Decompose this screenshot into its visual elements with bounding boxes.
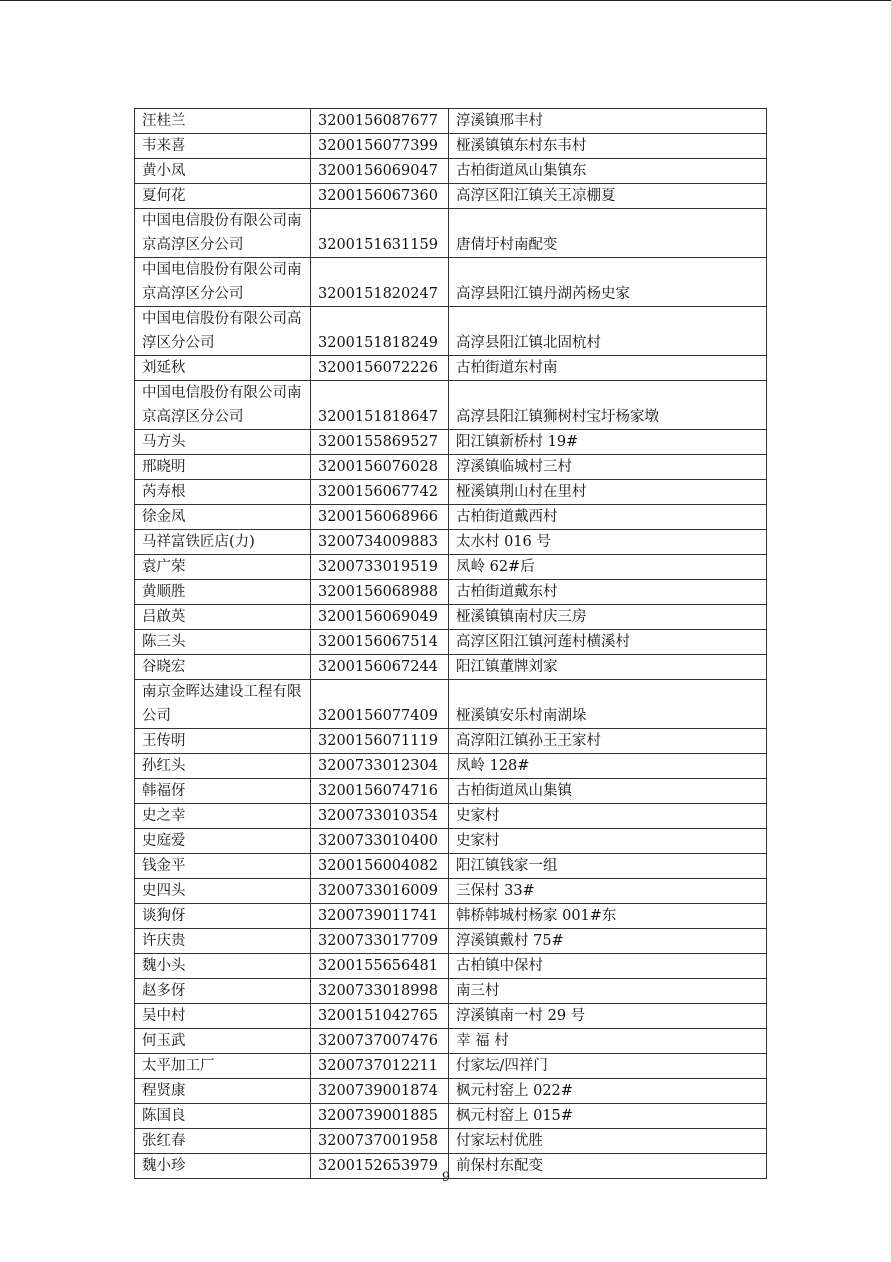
- table-row: [135, 430, 767, 455]
- account-id-cell: 3200156067360: [311, 184, 449, 209]
- name-cell: 许庆贵: [135, 929, 311, 954]
- table-row: [135, 1029, 767, 1054]
- name-cell: 黄小凤: [135, 159, 311, 184]
- table-row: [135, 455, 767, 480]
- account-id-cell: 3200737012211: [311, 1054, 449, 1079]
- account-id-cell: 3200156068988: [311, 580, 449, 605]
- name-cell: 赵多伢: [135, 979, 311, 1004]
- table-row: [135, 505, 767, 530]
- table-row: [135, 356, 767, 381]
- name-cell: 张红春: [135, 1129, 311, 1154]
- table-row: [135, 979, 767, 1004]
- address-cell: 幸 福 村: [449, 1029, 767, 1054]
- table-row: [135, 381, 767, 430]
- table-row: [135, 134, 767, 159]
- account-id-cell: 3200733017709: [311, 929, 449, 954]
- address-cell: 凤岭 62#后: [449, 555, 767, 580]
- table-row: [135, 754, 767, 779]
- account-id-cell: 3200156076028: [311, 455, 449, 480]
- table-row: [135, 729, 767, 754]
- address-cell: 淳溪镇戴村 75#: [449, 929, 767, 954]
- name-cell: 袁广荣: [135, 555, 311, 580]
- name-cell: 陈国良: [135, 1104, 311, 1129]
- address-cell: 史家村: [449, 804, 767, 829]
- account-id-cell: 3200156071119: [311, 729, 449, 754]
- address-cell: 古柏街道凤山集镇: [449, 779, 767, 804]
- address-cell: 唐倩圩村南配变: [449, 209, 767, 258]
- table-row: [135, 680, 767, 729]
- table-row: [135, 1004, 767, 1029]
- name-cell: 芮寿根: [135, 480, 311, 505]
- name-cell: 中国电信股份有限公司高淳区分公司: [135, 307, 311, 356]
- address-cell: 古柏镇中保村: [449, 954, 767, 979]
- address-cell: 桠溪镇镇南村庆三房: [449, 605, 767, 630]
- table-row: [135, 929, 767, 954]
- account-id-cell: 3200737007476: [311, 1029, 449, 1054]
- table-row: [135, 630, 767, 655]
- account-id-cell: 3200733010400: [311, 829, 449, 854]
- address-cell: 淳溪镇南一村 29 号: [449, 1004, 767, 1029]
- records-table-body: [135, 109, 767, 1179]
- account-id-cell: 3200156067742: [311, 480, 449, 505]
- page-number: 9: [441, 1170, 451, 1185]
- name-cell: 黄顺胜: [135, 580, 311, 605]
- account-id-cell: 3200156077399: [311, 134, 449, 159]
- address-cell: 南三村: [449, 979, 767, 1004]
- account-id-cell: 3200156068966: [311, 505, 449, 530]
- account-id-cell: 3200156074716: [311, 779, 449, 804]
- name-cell: 陈三头: [135, 630, 311, 655]
- table-row: [135, 879, 767, 904]
- address-cell: 凤岭 128#: [449, 754, 767, 779]
- account-id-cell: 3200156067244: [311, 655, 449, 680]
- name-cell: 南京金晖达建设工程有限公司: [135, 680, 311, 729]
- address-cell: 韩桥韩城村杨家 001#东: [449, 904, 767, 929]
- account-id-cell: 3200152653979: [311, 1154, 449, 1179]
- name-cell: 史之幸: [135, 804, 311, 829]
- account-id-cell: 3200156067514: [311, 630, 449, 655]
- table-row: [135, 779, 767, 804]
- name-cell: 谷晓宏: [135, 655, 311, 680]
- account-id-cell: 3200156087677: [311, 109, 449, 134]
- name-cell: 魏小珍: [135, 1154, 311, 1179]
- address-cell: 史家村: [449, 829, 767, 854]
- table-row: [135, 605, 767, 630]
- account-id-cell: 3200733018998: [311, 979, 449, 1004]
- table-row: [135, 258, 767, 307]
- name-cell: 中国电信股份有限公司南京高淳区分公司: [135, 209, 311, 258]
- table-row: [135, 1129, 767, 1154]
- name-cell: 太平加工厂: [135, 1054, 311, 1079]
- name-cell: 王传明: [135, 729, 311, 754]
- table-row: [135, 954, 767, 979]
- table-row: [135, 1054, 767, 1079]
- address-cell: 古柏街道凤山集镇东: [449, 159, 767, 184]
- account-id-cell: 3200151818647: [311, 381, 449, 430]
- address-cell: 枫元村窑上 022#: [449, 1079, 767, 1104]
- name-cell: 何玉武: [135, 1029, 311, 1054]
- name-cell: 谈狗伢: [135, 904, 311, 929]
- account-id-cell: 3200156069047: [311, 159, 449, 184]
- table-row: [135, 655, 767, 680]
- account-id-cell: 3200156069049: [311, 605, 449, 630]
- account-id-cell: 3200734009883: [311, 530, 449, 555]
- address-cell: 阳江镇董牌刘家: [449, 655, 767, 680]
- records-table: [134, 108, 767, 1179]
- name-cell: 中国电信股份有限公司南京高淳区分公司: [135, 258, 311, 307]
- account-id-cell: 3200739001885: [311, 1104, 449, 1129]
- address-cell: 三保村 33#: [449, 879, 767, 904]
- address-cell: 付家坛村优胜: [449, 1129, 767, 1154]
- table-row: [135, 159, 767, 184]
- name-cell: 中国电信股份有限公司南京高淳区分公司: [135, 381, 311, 430]
- account-id-cell: 3200733016009: [311, 879, 449, 904]
- table-row: [135, 580, 767, 605]
- account-id-cell: 3200156072226: [311, 356, 449, 381]
- table-row: [135, 184, 767, 209]
- table-row: [135, 109, 767, 134]
- table-row: [135, 904, 767, 929]
- table-row: [135, 530, 767, 555]
- address-cell: 淳溪镇临城村三村: [449, 455, 767, 480]
- name-cell: 吴中村: [135, 1004, 311, 1029]
- name-cell: 吕啟英: [135, 605, 311, 630]
- address-cell: 古柏街道戴西村: [449, 505, 767, 530]
- address-cell: 阳江镇钱家一组: [449, 854, 767, 879]
- table-row: [135, 1079, 767, 1104]
- address-cell: 高淳阳江镇孙王王家村: [449, 729, 767, 754]
- name-cell: 程贤康: [135, 1079, 311, 1104]
- page-top-border: [0, 0, 892, 1]
- account-id-cell: 3200739001874: [311, 1079, 449, 1104]
- account-id-cell: 3200737001958: [311, 1129, 449, 1154]
- address-cell: 淳溪镇邢丰村: [449, 109, 767, 134]
- table-row: [135, 804, 767, 829]
- address-cell: 桠溪镇安乐村南湖垛: [449, 680, 767, 729]
- account-id-cell: 3200151820247: [311, 258, 449, 307]
- name-cell: 汪桂兰: [135, 109, 311, 134]
- address-cell: 枫元村窑上 015#: [449, 1104, 767, 1129]
- account-id-cell: 3200156004082: [311, 854, 449, 879]
- address-cell: 桠溪镇荆山村在里村: [449, 480, 767, 505]
- name-cell: 韦来喜: [135, 134, 311, 159]
- address-cell: 付家坛/四祥门: [449, 1054, 767, 1079]
- name-cell: 钱金平: [135, 854, 311, 879]
- name-cell: 邢晓明: [135, 455, 311, 480]
- name-cell: 孙红头: [135, 754, 311, 779]
- account-id-cell: 3200733019519: [311, 555, 449, 580]
- address-cell: 阳江镇新桥村 19#: [449, 430, 767, 455]
- address-cell: 桠溪镇镇东村东韦村: [449, 134, 767, 159]
- name-cell: 马方头: [135, 430, 311, 455]
- account-id-cell: 3200151631159: [311, 209, 449, 258]
- address-cell: 古柏街道东村南: [449, 356, 767, 381]
- name-cell: 刘延秋: [135, 356, 311, 381]
- address-cell: 古柏街道戴东村: [449, 580, 767, 605]
- account-id-cell: 3200151818249: [311, 307, 449, 356]
- table-row: [135, 307, 767, 356]
- table-row: [135, 854, 767, 879]
- table-row: [135, 1104, 767, 1129]
- name-cell: 史庭爱: [135, 829, 311, 854]
- account-id-cell: 3200155869527: [311, 430, 449, 455]
- name-cell: 马祥富铁匠店(力): [135, 530, 311, 555]
- address-cell: 高淳县阳江镇丹湖芮杨史家: [449, 258, 767, 307]
- account-id-cell: 3200155656481: [311, 954, 449, 979]
- table-row: [135, 480, 767, 505]
- table-row: [135, 209, 767, 258]
- account-id-cell: 3200156077409: [311, 680, 449, 729]
- name-cell: 夏何花: [135, 184, 311, 209]
- account-id-cell: 3200739011741: [311, 904, 449, 929]
- address-cell: 高淳县阳江镇北固杭村: [449, 307, 767, 356]
- name-cell: 魏小头: [135, 954, 311, 979]
- address-cell: 太水村 016 号: [449, 530, 767, 555]
- account-id-cell: 3200733012304: [311, 754, 449, 779]
- table-row: [135, 829, 767, 854]
- table-row: [135, 555, 767, 580]
- name-cell: 韩福伢: [135, 779, 311, 804]
- address-cell: 高淳县阳江镇狮树村宝圩杨家墩: [449, 381, 767, 430]
- address-cell: 高淳区阳江镇关王凉棚夏: [449, 184, 767, 209]
- account-id-cell: 3200151042765: [311, 1004, 449, 1029]
- account-id-cell: 3200733010354: [311, 804, 449, 829]
- address-cell: 前保村东配变: [449, 1154, 767, 1179]
- address-cell: 高淳区阳江镇河莲村横溪村: [449, 630, 767, 655]
- name-cell: 史四头: [135, 879, 311, 904]
- name-cell: 徐金凤: [135, 505, 311, 530]
